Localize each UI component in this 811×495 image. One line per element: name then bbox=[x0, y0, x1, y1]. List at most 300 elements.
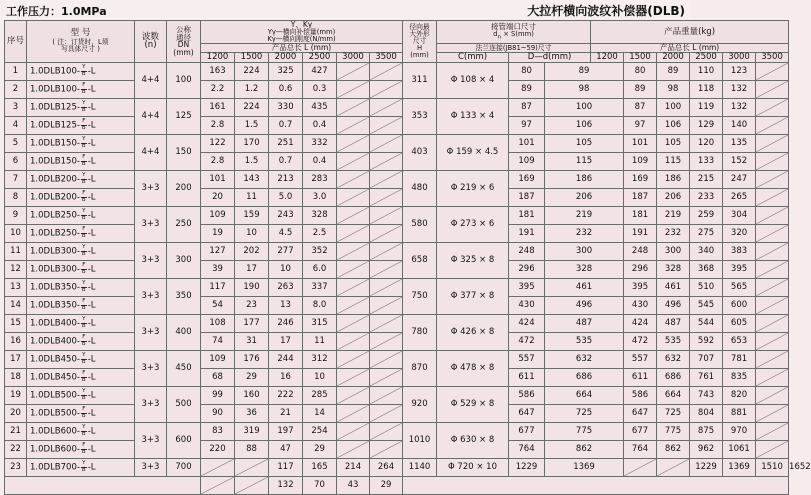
row-seq: 5 bbox=[5, 134, 27, 152]
table-row bbox=[5, 134, 789, 152]
weight-value: 970 bbox=[723, 422, 756, 440]
model-fraction: $\frac{Y}{B}$ bbox=[81, 460, 86, 473]
weight-value: 686 bbox=[657, 368, 690, 386]
kxky-value bbox=[370, 440, 403, 458]
kxky-value: 11 bbox=[303, 332, 337, 350]
kxky-value: 315 bbox=[303, 314, 337, 332]
flange-dd-value: 775 bbox=[545, 422, 624, 440]
weight-value: 119 bbox=[690, 98, 723, 116]
model-text: 1.0DLB450- bbox=[30, 372, 80, 383]
len-col-1500: 1500 bbox=[235, 53, 269, 63]
kxky-value: 246 bbox=[269, 314, 303, 332]
flange-col-c: C(mm) bbox=[437, 53, 509, 63]
kxky-value: 5.0 bbox=[269, 188, 303, 206]
weight-value: 187 bbox=[624, 188, 657, 206]
kxky-value: 2.5 bbox=[303, 224, 337, 242]
model-suffix: -L bbox=[87, 210, 96, 221]
nominal-diameter: 600 bbox=[167, 422, 201, 458]
flange-dd-value: 186 bbox=[545, 170, 624, 188]
kxky-value: 190 bbox=[235, 278, 269, 296]
model-fraction: $\frac{F}{B}$ bbox=[81, 262, 86, 275]
weight-value: 804 bbox=[690, 404, 723, 422]
weight-value bbox=[756, 188, 789, 206]
model-fraction: $\frac{F}{B}$ bbox=[81, 334, 86, 347]
kxky-value bbox=[201, 458, 235, 476]
model-suffix: -L bbox=[87, 336, 96, 347]
kxky-value bbox=[337, 422, 370, 440]
kxky-value bbox=[337, 188, 370, 206]
weight-value: 120 bbox=[690, 134, 723, 152]
weight-value: 265 bbox=[723, 188, 756, 206]
flange-c-value: 296 bbox=[509, 260, 545, 278]
model-suffix: -L bbox=[87, 426, 96, 437]
kxky-value: 99 bbox=[201, 386, 235, 404]
wave-count: 4+4 bbox=[135, 62, 167, 98]
kxky-value-secondary bbox=[201, 476, 235, 494]
weight-value: 664 bbox=[657, 386, 690, 404]
flange-dd-value: 300 bbox=[545, 242, 624, 260]
kxky-value: 74 bbox=[201, 332, 235, 350]
table-row bbox=[5, 152, 789, 170]
nominal-diameter: 700 bbox=[167, 458, 201, 476]
kxky-value: 109 bbox=[201, 206, 235, 224]
wave-count: 3+3 bbox=[135, 386, 167, 422]
kxky-value: 197 bbox=[269, 422, 303, 440]
flange-dd-value: 115 bbox=[545, 152, 624, 170]
col-model-header bbox=[27, 21, 135, 63]
model-text: 1.0DLB500- bbox=[30, 408, 80, 419]
weight-value bbox=[756, 80, 789, 98]
model-fraction: $\frac{Y}{B}$ bbox=[81, 136, 86, 149]
kxky-value: 117 bbox=[201, 278, 235, 296]
flange-dd-value: 487 bbox=[545, 314, 624, 332]
row-seq: 11 bbox=[5, 242, 27, 260]
len-col-2500: 2500 bbox=[303, 53, 337, 63]
kxky-value: 109 bbox=[201, 350, 235, 368]
weight-value: 106 bbox=[657, 116, 690, 134]
kxky-value bbox=[337, 224, 370, 242]
kxky-value: 170 bbox=[235, 134, 269, 152]
table-row: 23 1.0DLB700- $\frac{Y}{B}$ -L 3+3 700 117 165 214 264 1140 Φ 720 × 10 1229 1369 1229 1369 1510 1652 bbox=[5, 458, 789, 476]
flange-dd-value: 632 bbox=[545, 350, 624, 368]
product-spec-table bbox=[4, 20, 811, 495]
kxky-value: 244 bbox=[269, 350, 303, 368]
flange-c-value: 248 bbox=[509, 242, 545, 260]
kxky-value bbox=[337, 152, 370, 170]
row-seq: 8 bbox=[5, 188, 27, 206]
weight-value: 875 bbox=[690, 422, 723, 440]
kxky-value bbox=[370, 296, 403, 314]
weight-value: 1061 bbox=[723, 440, 756, 458]
col-dn-l4: (mm) bbox=[173, 48, 194, 58]
row-spacer-2 bbox=[403, 476, 789, 494]
flange-col-dd: D—d(mm) bbox=[509, 53, 591, 63]
kxky-value bbox=[370, 170, 403, 188]
kxky-value: 251 bbox=[269, 134, 303, 152]
kxky-value bbox=[370, 116, 403, 134]
nominal-diameter: 350 bbox=[167, 278, 201, 314]
kxky-value-secondary: 132 bbox=[269, 476, 303, 494]
kxky-value: 4.5 bbox=[269, 224, 303, 242]
row-seq: 21 bbox=[5, 422, 27, 440]
flange-c-value: 181 bbox=[509, 206, 545, 224]
radial-size: 480 bbox=[403, 170, 437, 206]
weight-value: 395 bbox=[624, 278, 657, 296]
table-row bbox=[5, 170, 789, 188]
weight-value: 206 bbox=[657, 188, 690, 206]
total-length-label: 产品总长 L (mm) bbox=[271, 43, 332, 53]
col-model-note2: 写具体尺寸 ) bbox=[61, 45, 100, 54]
flange-c-value: 395 bbox=[509, 278, 545, 296]
kxky-value: 3.0 bbox=[303, 188, 337, 206]
model-cell bbox=[27, 278, 135, 296]
kxky-value: 10 bbox=[269, 260, 303, 278]
model-cell bbox=[27, 440, 135, 458]
model-fraction: $\frac{Y}{B}$ bbox=[81, 244, 86, 257]
kxky-value bbox=[337, 62, 370, 80]
radial-l1: 径向最 bbox=[409, 22, 430, 31]
flange-dd-value: 232 bbox=[545, 224, 624, 242]
row-seq: 13 bbox=[5, 278, 27, 296]
row-seq: 2 bbox=[5, 80, 27, 98]
kxky-value bbox=[370, 80, 403, 98]
weight-value bbox=[756, 134, 789, 152]
kxky-value: 0.3 bbox=[303, 80, 337, 98]
nominal-diameter: 450 bbox=[167, 350, 201, 386]
kxky-value: 435 bbox=[303, 98, 337, 116]
model-suffix: -L bbox=[87, 174, 96, 185]
weight-value: 97 bbox=[624, 116, 657, 134]
radial-size: 403 bbox=[403, 134, 437, 170]
weight-value: 835 bbox=[723, 368, 756, 386]
flange-size: Φ 133 × 4 bbox=[437, 98, 509, 134]
model-text: 1.0DLB250- bbox=[30, 210, 80, 221]
kxky-value: 31 bbox=[235, 332, 269, 350]
kxky-title1: Y、Kγ bbox=[290, 20, 313, 29]
kxky-value: 0.6 bbox=[269, 80, 303, 98]
flange-size: Φ 720 × 10 bbox=[437, 458, 509, 476]
weight-value bbox=[756, 260, 789, 278]
len-col-3500: 3500 bbox=[370, 53, 403, 63]
weight-value: 296 bbox=[624, 260, 657, 278]
wlen-col-2500: 2500 bbox=[690, 53, 723, 63]
col-model-note1: ( 注：订货时，L须 bbox=[52, 37, 109, 46]
flange-size: Φ 478 × 8 bbox=[437, 350, 509, 386]
kxky-value bbox=[337, 278, 370, 296]
model-text: 1.0DLB400- bbox=[30, 336, 80, 347]
flange-dd-value: 100 bbox=[545, 98, 624, 116]
col-wavecount-label: 波数 bbox=[141, 31, 159, 42]
model-fraction: $\frac{Y}{B}$ bbox=[81, 424, 86, 437]
weight-value: 743 bbox=[690, 386, 723, 404]
wave-count: 3+3 bbox=[135, 422, 167, 458]
wave-count: 3+3 bbox=[135, 350, 167, 386]
kxky-value: 202 bbox=[235, 242, 269, 260]
weight-value: 586 bbox=[624, 386, 657, 404]
weight-value: 98 bbox=[657, 80, 690, 98]
weight-value: 677 bbox=[624, 422, 657, 440]
kxky-value bbox=[337, 260, 370, 278]
weight-value: 110 bbox=[690, 62, 723, 80]
weight-value: 761 bbox=[690, 368, 723, 386]
model-fraction: $\frac{F}{B}$ bbox=[81, 118, 86, 131]
model-fraction: $\frac{Y}{B}$ bbox=[81, 388, 86, 401]
model-text: 1.0DLB100- bbox=[30, 66, 80, 77]
row-spacer bbox=[5, 476, 201, 494]
weight-value: 248 bbox=[624, 242, 657, 260]
model-suffix: -L bbox=[87, 264, 96, 275]
nominal-diameter: 250 bbox=[167, 206, 201, 242]
kxky-value bbox=[337, 170, 370, 188]
wlen-col-1200: 1200 bbox=[591, 53, 624, 63]
kxky-value bbox=[370, 62, 403, 80]
table-row bbox=[5, 278, 789, 296]
kxky-value bbox=[370, 260, 403, 278]
weight-value: 87 bbox=[624, 98, 657, 116]
kxky-value: 23 bbox=[235, 296, 269, 314]
kxky-value: 337 bbox=[303, 278, 337, 296]
flange-size: Φ 273 × 6 bbox=[437, 206, 509, 242]
flange-dd-value: 461 bbox=[545, 278, 624, 296]
nominal-diameter: 100 bbox=[167, 62, 201, 98]
kxky-value bbox=[235, 458, 269, 476]
weight-value bbox=[756, 170, 789, 188]
kxky-value: 312 bbox=[303, 350, 337, 368]
model-suffix: -L bbox=[87, 390, 96, 401]
weight-value: 544 bbox=[690, 314, 723, 332]
kxky-value bbox=[370, 314, 403, 332]
kxky-value: 17 bbox=[269, 332, 303, 350]
flange-dd-value: 862 bbox=[545, 440, 624, 458]
model-text: 1.0DLB200- bbox=[30, 174, 80, 185]
weight-value: 1229 bbox=[690, 458, 723, 476]
kxky-value: 101 bbox=[201, 170, 235, 188]
weight-value: 109 bbox=[624, 152, 657, 170]
flange-standard-label: 法兰连接(JB81~59)尺寸 bbox=[475, 43, 552, 52]
weight-value: 100 bbox=[657, 98, 690, 116]
model-fraction: $\frac{Y}{B}$ bbox=[81, 64, 86, 77]
row-seq: 19 bbox=[5, 386, 27, 404]
weight-value: 132 bbox=[723, 80, 756, 98]
weight-value: 368 bbox=[690, 260, 723, 278]
kxky-value bbox=[370, 206, 403, 224]
wave-count: 3+3 bbox=[135, 278, 167, 314]
row-seq: 4 bbox=[5, 116, 27, 134]
flange-dd-value: 686 bbox=[545, 368, 624, 386]
col-seq-header bbox=[5, 21, 27, 63]
model-fraction: $\frac{Y}{B}$ bbox=[81, 172, 86, 185]
weight-value: 781 bbox=[723, 350, 756, 368]
weight-value: 101 bbox=[624, 134, 657, 152]
kxky-value: 16 bbox=[269, 368, 303, 386]
weight-value bbox=[756, 98, 789, 116]
kxky-value: 88 bbox=[235, 440, 269, 458]
weight-value: 565 bbox=[723, 278, 756, 296]
wlen-col-3000: 3000 bbox=[723, 53, 756, 63]
nominal-diameter: 400 bbox=[167, 314, 201, 350]
model-text: 1.0DLB700- bbox=[30, 462, 80, 473]
flange-c-value: 677 bbox=[509, 422, 545, 440]
col-radial-header bbox=[403, 21, 437, 63]
weight-value: 340 bbox=[690, 242, 723, 260]
col-wavecount-header bbox=[135, 21, 167, 63]
row-seq: 6 bbox=[5, 152, 27, 170]
row-seq: 22 bbox=[5, 440, 27, 458]
kxky-value: 47 bbox=[269, 440, 303, 458]
kxky-value: 332 bbox=[303, 134, 337, 152]
weight-value: 647 bbox=[624, 404, 657, 422]
row-seq: 18 bbox=[5, 368, 27, 386]
model-fraction: $\frac{Y}{B}$ bbox=[81, 352, 86, 365]
row-seq: 20 bbox=[5, 404, 27, 422]
nominal-diameter: 150 bbox=[167, 134, 201, 170]
weight-value: 89 bbox=[624, 80, 657, 98]
model-suffix: -L bbox=[87, 120, 96, 131]
page-header bbox=[0, 0, 691, 20]
model-fraction: $\frac{F}{B}$ bbox=[81, 298, 86, 311]
kxky-value: 54 bbox=[201, 296, 235, 314]
flange-c-value: 187 bbox=[509, 188, 545, 206]
table-row-secondary bbox=[5, 476, 789, 494]
table-row bbox=[5, 332, 789, 350]
kxky-value: 427 bbox=[303, 62, 337, 80]
weight-value: 545 bbox=[690, 296, 723, 314]
kxky-value bbox=[370, 278, 403, 296]
row-seq: 16 bbox=[5, 332, 27, 350]
model-suffix: -L bbox=[87, 192, 96, 203]
kxky-value-secondary: 43 bbox=[337, 476, 370, 494]
weight-value bbox=[756, 368, 789, 386]
model-text: 1.0DLB150- bbox=[30, 138, 80, 149]
weight-value bbox=[756, 206, 789, 224]
flange-c-value: 101 bbox=[509, 134, 545, 152]
kxky-value: 177 bbox=[235, 314, 269, 332]
kxky-value: 222 bbox=[269, 386, 303, 404]
kxky-value: 68 bbox=[201, 368, 235, 386]
nominal-diameter: 200 bbox=[167, 170, 201, 206]
flange-dd-value: 664 bbox=[545, 386, 624, 404]
kxky-value: 21 bbox=[269, 404, 303, 422]
col-dn-l2: 通径 bbox=[176, 32, 191, 42]
flange-size: Φ 630 × 8 bbox=[437, 422, 509, 458]
flange-c-value: 109 bbox=[509, 152, 545, 170]
nominal-diameter: 500 bbox=[167, 386, 201, 422]
model-text: 1.0DLB250- bbox=[30, 228, 80, 239]
table-row bbox=[5, 188, 789, 206]
flange-dd-value: 725 bbox=[545, 404, 624, 422]
kxky-value: 285 bbox=[303, 386, 337, 404]
flange-title: 接管端口尺寸 bbox=[491, 21, 537, 31]
model-cell bbox=[27, 170, 135, 188]
flange-size: Φ 377 × 8 bbox=[437, 278, 509, 314]
kxky-value: 1.5 bbox=[235, 116, 269, 134]
model-cell bbox=[27, 224, 135, 242]
kxky-value bbox=[370, 332, 403, 350]
weight-value: 605 bbox=[723, 314, 756, 332]
model-fraction: $\frac{F}{B}$ bbox=[81, 82, 86, 95]
model-suffix: -L bbox=[87, 66, 96, 77]
col-dn-header bbox=[167, 21, 201, 63]
page-title: 大拉杆横向波纹补偿器(DLB) bbox=[527, 4, 685, 18]
model-fraction: $\frac{F}{B}$ bbox=[81, 226, 86, 239]
kxky-value: 264 bbox=[370, 458, 403, 476]
model-suffix: -L bbox=[87, 156, 96, 167]
flange-size: Φ 426 × 8 bbox=[437, 314, 509, 350]
flange-dd-value: 1369 bbox=[545, 458, 624, 476]
model-text: 1.0DLB400- bbox=[30, 318, 80, 329]
len-col-3000: 3000 bbox=[337, 53, 370, 63]
radial-size: 353 bbox=[403, 98, 437, 134]
kxky-value bbox=[370, 422, 403, 440]
kxky-value: 0.4 bbox=[303, 116, 337, 134]
kxky-value: 29 bbox=[303, 440, 337, 458]
kxky-value: 213 bbox=[269, 170, 303, 188]
kxky-value: 10 bbox=[235, 224, 269, 242]
kxky-value bbox=[370, 98, 403, 116]
kxky-value bbox=[337, 386, 370, 404]
weight-value: 133 bbox=[690, 152, 723, 170]
weight-value: 653 bbox=[723, 332, 756, 350]
weight-title: 产品重量(kg) bbox=[664, 26, 716, 37]
kxky-value: 20 bbox=[201, 188, 235, 206]
model-fraction: $\frac{F}{B}$ bbox=[81, 154, 86, 167]
wlen-col-2000: 2000 bbox=[657, 53, 690, 63]
weight-value: 191 bbox=[624, 224, 657, 242]
weight-value: 118 bbox=[690, 80, 723, 98]
weight-value: 764 bbox=[624, 440, 657, 458]
table-row bbox=[5, 386, 789, 404]
table-row bbox=[5, 350, 789, 368]
kxky-value: 2.8 bbox=[201, 116, 235, 134]
weight-value: 487 bbox=[657, 314, 690, 332]
kxky-value: 14 bbox=[303, 404, 337, 422]
col-kxky-header bbox=[201, 21, 403, 44]
weight-value: 259 bbox=[690, 206, 723, 224]
kxky-value: 176 bbox=[235, 350, 269, 368]
model-cell bbox=[27, 422, 135, 440]
kxky-value: 117 bbox=[269, 458, 303, 476]
flange-dd-value: 535 bbox=[545, 332, 624, 350]
table-row bbox=[5, 98, 789, 116]
weight-value: 129 bbox=[690, 116, 723, 134]
weight-value: 135 bbox=[723, 134, 756, 152]
row-seq: 15 bbox=[5, 314, 27, 332]
weight-value bbox=[756, 296, 789, 314]
col-weight-length-header bbox=[591, 44, 789, 53]
weight-value: 328 bbox=[657, 260, 690, 278]
kxky-value: 127 bbox=[201, 242, 235, 260]
weight-value bbox=[756, 422, 789, 440]
model-fraction: $\frac{Y}{B}$ bbox=[81, 280, 86, 293]
weight-value: 186 bbox=[657, 170, 690, 188]
kxky-value bbox=[370, 350, 403, 368]
kxky-value: 83 bbox=[201, 422, 235, 440]
flange-c-value: 169 bbox=[509, 170, 545, 188]
kxky-value: 283 bbox=[303, 170, 337, 188]
model-cell bbox=[27, 116, 135, 134]
weight-value: 707 bbox=[690, 350, 723, 368]
model-text: 1.0DLB300- bbox=[30, 246, 80, 257]
wave-count: 3+3 bbox=[135, 170, 167, 206]
kxky-value bbox=[337, 296, 370, 314]
model-suffix: -L bbox=[87, 444, 96, 455]
model-suffix: -L bbox=[87, 318, 96, 329]
kxky-value: 328 bbox=[303, 206, 337, 224]
flange-c-value: 87 bbox=[509, 98, 545, 116]
wave-count: 4+4 bbox=[135, 134, 167, 170]
model-cell bbox=[27, 314, 135, 332]
weight-value: 140 bbox=[723, 116, 756, 134]
